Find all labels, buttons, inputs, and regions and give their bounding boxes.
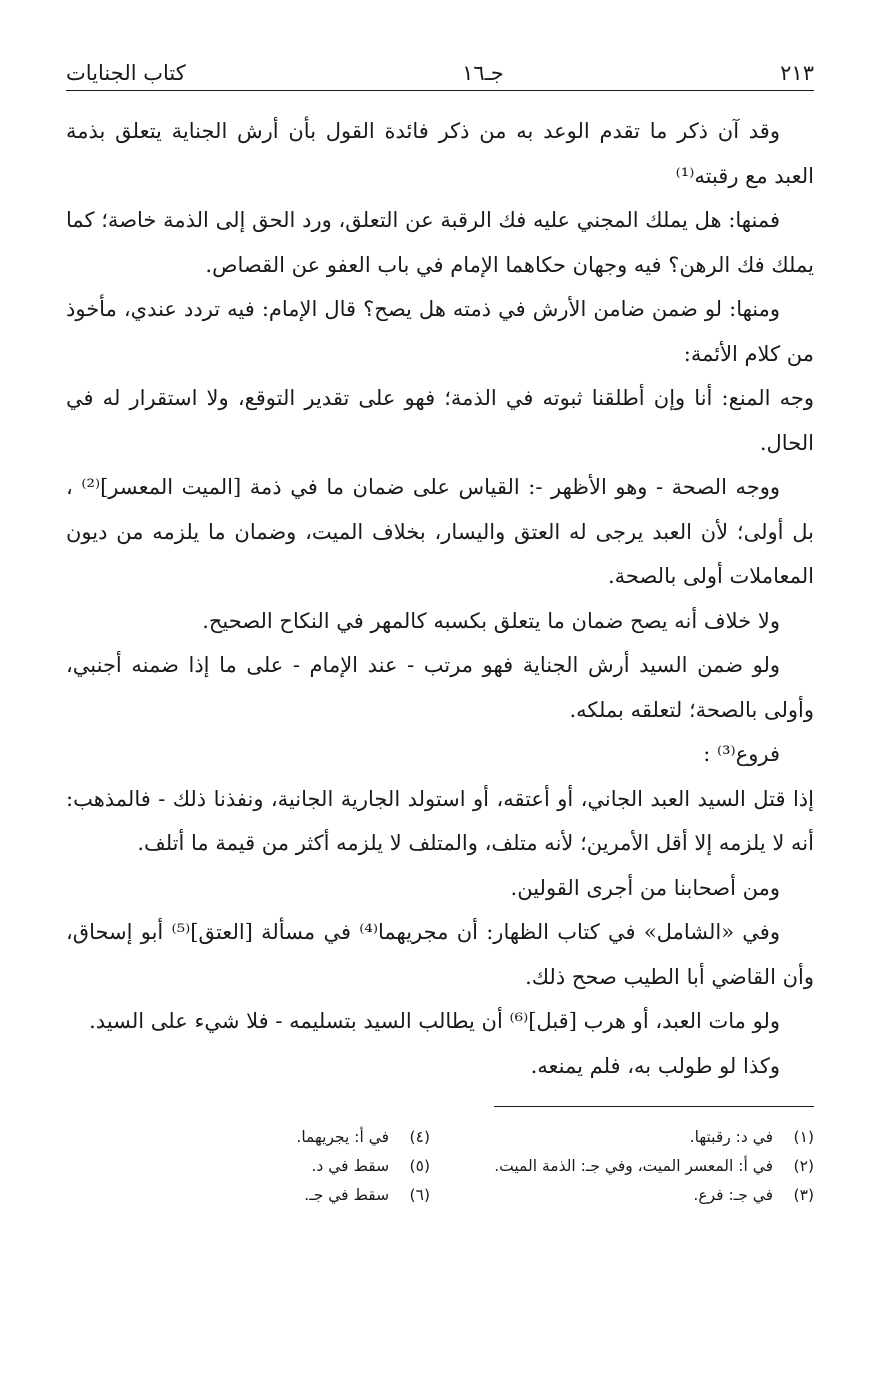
footnotes <box>66 1123 814 1210</box>
paragraph: وكذا لو طولب به، فلم يمنعه. <box>530 1053 780 1078</box>
page-number: ٢١٣ <box>780 61 814 85</box>
footnote-text: في د: رقبتها. <box>689 1128 774 1146</box>
footnote-text: سقط في د. <box>311 1157 390 1175</box>
paragraph: وفي «الشامل» في كتاب الظهار: أن مجريهما⁽⁴⁾ في مسألة [العتق]⁽⁵⁾ أبو إسحاق، وأن القاضي أبا الطيب صحح ذلك. <box>66 920 814 989</box>
footnote-number: (١) <box>793 1128 814 1146</box>
page-header <box>66 56 814 91</box>
main-text <box>66 109 814 1088</box>
footnote <box>450 1181 814 1210</box>
paragraph: ولو ضمن السيد أرش الجناية فهو مرتب - عند الإمام - على ما إذا ضمنه أجنبي، وأولى بالصحة؛ لتعلقه بملكه. <box>66 653 814 722</box>
paragraph: ووجه الصحة - وهو الأظهر -: القياس على ضمان ما في ذمة [الميت المعسر]⁽²⁾ ، بل أولى؛ لأن العبد يرجى له العتق واليسار، بخلاف الميت، وضمان ما يلزمه من ديون المعاملات أولى بالصحة. <box>66 475 814 588</box>
paragraph: وقد آن ذكر ما تقدم الوعد به من ذكر فائدة القول بأن أرش الجناية يتعلق بذمة العبد مع رقبته⁽¹⁾ <box>66 119 814 188</box>
footnote <box>66 1152 430 1181</box>
paragraph: ولا خلاف أنه يصح ضمان ما يتعلق بكسبه كالمهر في النكاح الصحيح. <box>202 608 780 633</box>
footnote <box>450 1152 814 1181</box>
volume-label: جـ١٦ <box>462 61 504 85</box>
book-page <box>66 56 814 1210</box>
footnote <box>66 1123 430 1152</box>
footnote-number: (٥) <box>409 1157 430 1175</box>
footnote <box>66 1181 430 1210</box>
paragraph: فمنها: هل يملك المجني عليه فك الرقبة عن التعلق، ورد الحق إلى الذمة خاصة؛ كما يملك فك الرهن؟ فيه وجهان حكاهما الإمام في باب العفو عن القصاص. <box>66 208 814 277</box>
footnote <box>450 1123 814 1152</box>
footnote-number: (٦) <box>409 1186 430 1204</box>
footnote-text: في أ: المعسر الميت، وفي جـ: الذمة الميت. <box>494 1157 774 1175</box>
footnote-text: سقط في جـ. <box>304 1186 390 1204</box>
footnote-number: (٤) <box>409 1128 430 1146</box>
paragraph: إذا قتل السيد العبد الجاني، أو أعتقه، أو استولد الجارية الجانية، ونفذنا ذلك - فالمذهب: أنه لا يلزمه إلا أقل الأمرين؛ لأنه متلف، والمتلف لا يلزمه أكثر من قيمة ما أتلف. <box>66 786 814 855</box>
book-title: كتاب الجنايات <box>66 61 186 85</box>
section-heading: فروع⁽³⁾ : <box>703 742 780 766</box>
footnote-number: (٢) <box>793 1157 814 1175</box>
paragraph: وجه المنع: أنا وإن أطلقنا ثبوته في الذمة؛ فهو على تقدير التوقع، ولا استقرار له في الحال. <box>66 386 814 455</box>
paragraph: ولو مات العبد، أو هرب [قبل]⁽⁶⁾ أن يطالب السيد بتسليمه - فلا شيء على السيد. <box>89 1009 780 1033</box>
footnote-number: (٣) <box>793 1186 814 1204</box>
footnote-divider <box>494 1106 814 1107</box>
footnote-text: في أ: يجريهما. <box>296 1128 390 1146</box>
footnote-text: في جـ: فرع. <box>693 1186 774 1204</box>
paragraph: ومنها: لو ضمن ضامن الأرش في ذمته هل يصح؟ قال الإمام: فيه تردد عندي، مأخوذ من كلام الأئمة: <box>66 297 814 366</box>
paragraph: ومن أصحابنا من أجرى القولين. <box>510 875 780 900</box>
